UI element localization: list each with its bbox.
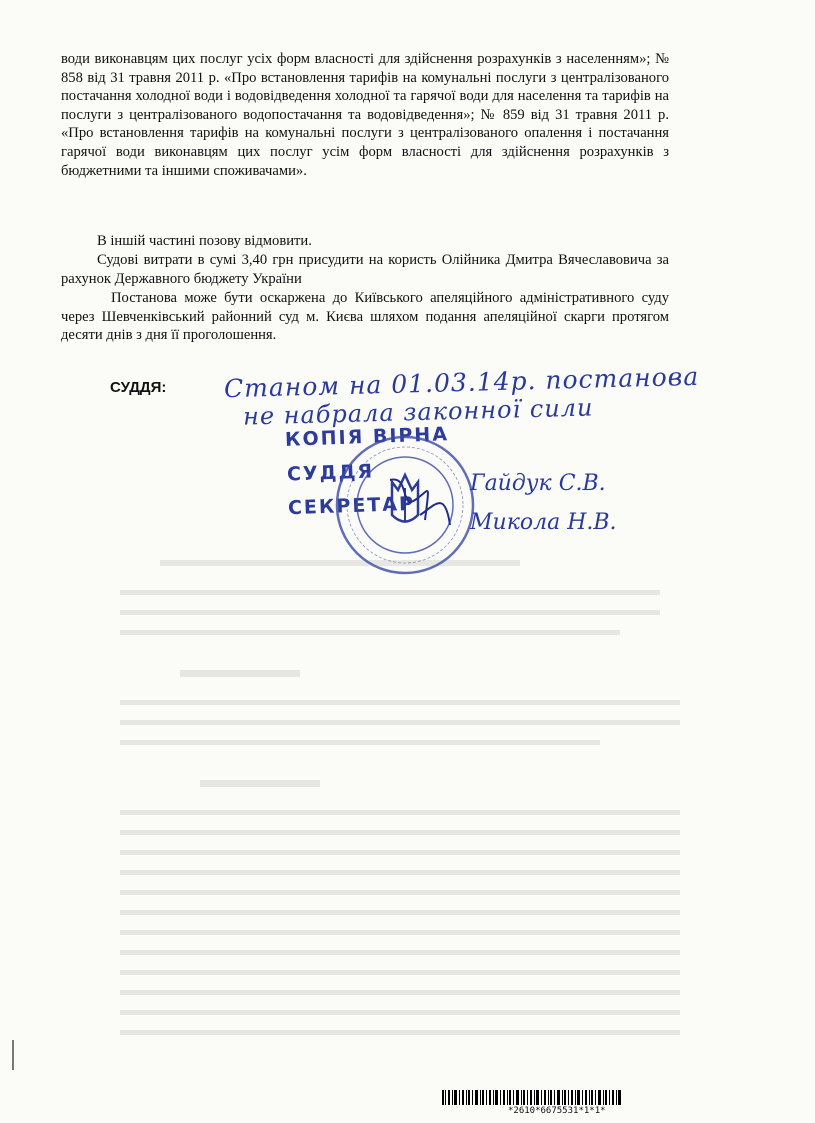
signature-judge: Гайдук С.В. xyxy=(470,471,606,496)
barcode xyxy=(442,1090,622,1105)
stamp-copy-true: КОПІЯ ВІРНА xyxy=(284,423,450,451)
paragraph-appeal: Постанова може бути оскаржена до Київського апеляційного адміністративного суду через Шевченківський районний суд м. Києва шляхом подання апеляційної скарги протягом десяти днів з дня її проголошення. xyxy=(61,290,669,344)
handwritten-note-line-2: не набрала законної сили xyxy=(242,393,594,431)
paragraph-court-costs: Судові витрати в сумі 3,40 грн присудити на користь Олійника Дмитра Вячеславовича за рахунок Державного бюджету України xyxy=(61,252,669,287)
paragraph-tariffs: води виконавцям цих послуг усіх форм власності для здійснення розрахунків з населенням»; № 858 від 31 травня 2011 р. «Про встановлення тарифів на комунальні послуги з централізованого постачання холодної води і водовідведення холодної та гарячої води для населення та тарифів на послуги з централізованого водопостачання та водовідведення»; № 859 від 31 травня 2011 р. «Про встановлення тарифів на комунальні послуги з централізованого опалення і постачання гарячої води виконавцям цих послуг усім форм власності для здійснення розрахунків з бюджетними та іншими споживачами». xyxy=(61,51,669,179)
barcode-number: *2610*6675531*1*1* xyxy=(508,1106,606,1116)
bleed-through-texture xyxy=(60,560,760,1060)
judge-label: СУДДЯ: xyxy=(110,379,167,396)
paragraph-refusal: В іншій частині позову відмовити. xyxy=(97,233,312,249)
signature-secretary: Микола Н.В. xyxy=(470,510,617,535)
stamp-judge: СУДДЯ xyxy=(286,460,375,486)
handwritten-note-line-1: Станом на 01.03.14р. постанова xyxy=(223,361,700,404)
signature-scribble xyxy=(380,470,460,540)
edge-mark xyxy=(12,1040,14,1070)
stamp-secretary: СЕКРЕТАР xyxy=(287,492,416,520)
